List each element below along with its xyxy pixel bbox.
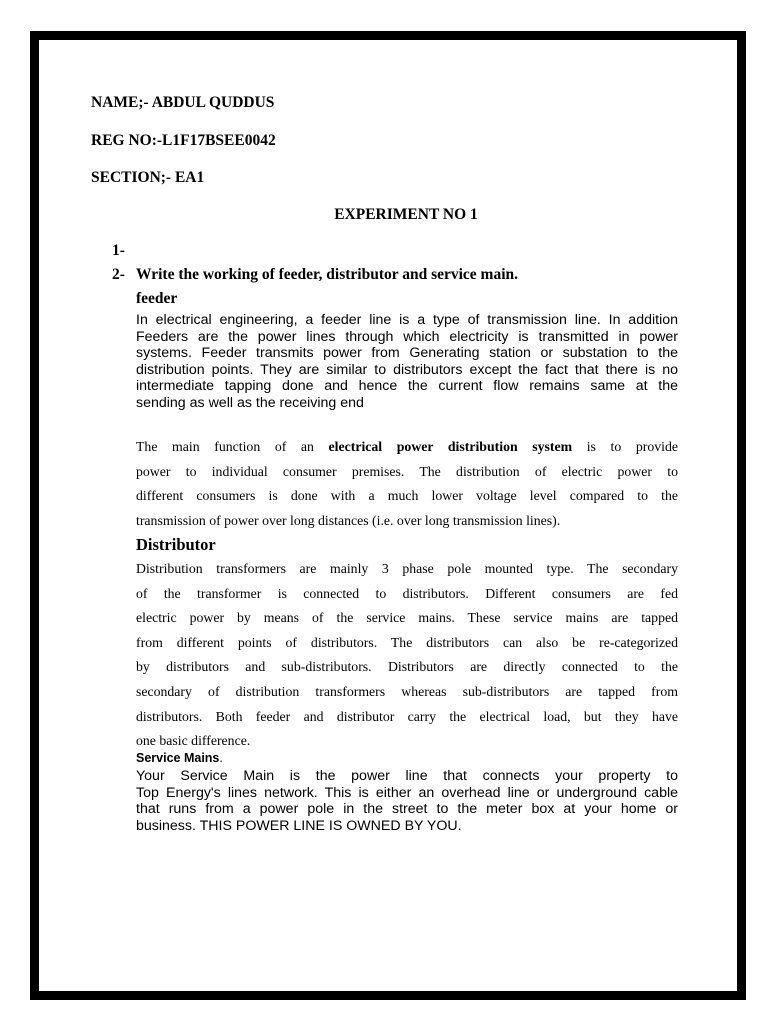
feeder-line: distribution points. They are similar to distributors except the fact that there is no [136, 361, 678, 378]
distributor-line: Distribution transformers are mainly 3 phase pole mounted type. The secondary [136, 561, 678, 576]
feeder-line: sending as well as the receiving end [136, 394, 364, 411]
service-mains-paragraph [136, 768, 678, 835]
distributor-line: from different points of distributors. The distributors can also be re-categorized [136, 634, 678, 650]
main-function-text-end: is to provide [572, 439, 678, 454]
main-function-line: different consumers is done with a much lower voltage level compared to the [136, 488, 678, 503]
feeder-paragraph [136, 312, 678, 412]
service-mains-line: business. THIS POWER LINE IS OWNED BY YOU. [136, 818, 462, 835]
distributor-line: electric power by means of the service mains. These service mains are tapped [136, 610, 678, 626]
student-name: NAME;- ABDUL QUDDUS [91, 94, 275, 111]
distributor-line: by distributors and sub-distributors. Distributors are directly connected to the [136, 659, 678, 675]
main-function-paragraph [136, 435, 678, 533]
service-mains-line: Top Energy's lines network. This is either an overhead line or underground cable [136, 784, 678, 801]
main-function-line [136, 435, 678, 460]
service-mains-line: that runs from a power pole in the street to the meter box at your home or [136, 801, 678, 818]
bold-term: electrical power distribution system [328, 439, 573, 454]
distributor-line: distributors. Both feeder and distributor carry the electrical load, but they have [136, 708, 678, 724]
feeder-line: systems. Feeder transmits power from Generating station or substation to the [136, 345, 678, 362]
main-function-line: transmission of power over long distances (i.e. over long transmission lines). [136, 512, 561, 528]
registration-number: REG NO:-L1F17BSEE0042 [91, 132, 276, 149]
distributor-line: of the transformer is connected to distributors. Different consumers are fed [136, 585, 678, 601]
service-mains-heading-row [136, 751, 223, 765]
distributor-heading: Distributor [136, 535, 216, 554]
experiment-title: EXPERIMENT NO 1 [334, 206, 478, 223]
service-mains-line: Your Service Main is the power line that connects your property to [136, 768, 678, 784]
distributor-line: one basic difference. [136, 733, 251, 749]
question-text: Write the working of feeder, distributor and service main. [136, 266, 519, 283]
service-mains-heading-suffix: . [219, 751, 223, 765]
distributor-paragraph [136, 557, 678, 754]
list-number-2: 2- [112, 266, 125, 283]
distributor-line: secondary of distribution transformers whereas sub-distributors are tapped from [136, 683, 678, 699]
service-mains-heading: Service Mains [136, 751, 220, 765]
main-function-line: power to individual consumer premises. The distribution of electric power to [136, 463, 678, 479]
section: SECTION;- EA1 [91, 169, 205, 186]
feeder-line: In electrical engineering, a feeder line is a type of transmission line. In addition [136, 312, 678, 328]
main-function-text-start: The main function of an [136, 439, 329, 454]
feeder-line: intermediate tapping done and hence the current flow remains same at the [136, 378, 678, 395]
feeder-heading: feeder [136, 290, 178, 307]
feeder-line: Feeders are the power lines through which electricity is transmitted in power [136, 328, 678, 345]
list-number-1: 1- [112, 242, 125, 259]
